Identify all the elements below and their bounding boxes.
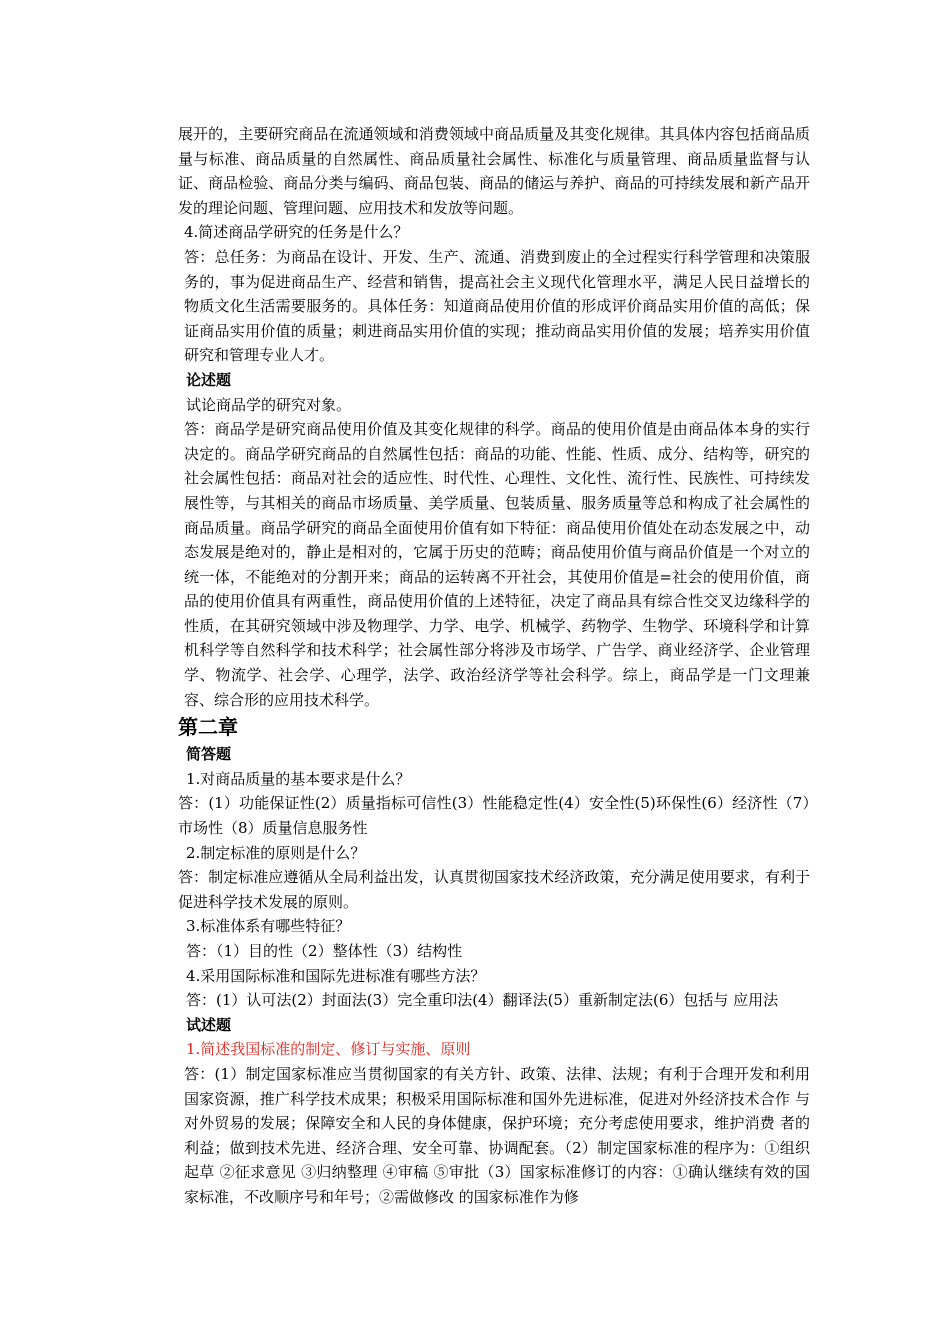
ch2-question-2: 2.制定标准的原则是什么？ [186,843,366,862]
ch2-answer-4: 答：(1）认可法(2）封面法(3）完全重印法(4）翻译法(5）重新制定法(6）包括与 应用法 [186,991,779,1010]
answer-4: 答：总任务：为商品在设计、开发、生产、流通、消费到废止的全过程实行科学管理和决策服务的，事为促进商品生产、经营和销售，提高社会主义现代化管理水平，满足人民日益增长的物质文化生活需要服务的。具体任务：知道商品使用价值的形成评价商品实用价值的高低；保证商品实用价值的质量；刺进商品实用价值的实现；推动商品实用价值的发展；培养实用价值研究和管理专业人才。 [184,247,810,365]
short-answer-heading: 简答题 [186,745,232,764]
document-page [178,122,810,1210]
chapter-title: 第二章 [178,715,238,740]
discussion-question-1: 1.简述我国标准的制定、修订与实施、原则 [186,1040,471,1059]
discussion-answer-1: 答：(1）制定国家标准应当贯彻国家的有关方针、政策、法律、法规；有利于合理开发和利用 国家资源，推广科学技术成果；积极采用国际标准和国外先进标准，促进对外经济技术合作 与对外贸易的发展；保障安全和人民的身体健康，保护环境；充分考虑使用要求，维护消费 者的利益；做到技术先进、经济合理、安全可靠、协调配套。（2）制定国家标准的程序为：①组织起草 ②征求意见 ③归纳整理 ④审稿 ⑤审批（3）国家标准修订的内容：①确认继续有效的国家标准，不改顺序号和年号；②需做修改 的国家标准作为修 [184,1064,810,1206]
question-4: 4.简述商品学研究的任务是什么？ [184,223,409,242]
essay-answer: 答：商品学是研究商品使用价值及其变化规律的科学。商品的使用价值是由商品体本身的实行决定的。商品学研究商品的自然属性包括：商品的功能、性能、性质、成分、结构等，研究的社会属性包括：商品对社会的适应性、时代性、心理性、文化性、流行性、民族性、可持续发展性等，与其相关的商品市场质量、美学质量、包装质量、服务质量等总和构成了社会属性的商品质量。商品学研究的商品全面使用价值有如下特征：商品使用价值处在动态发展之中，动态发展是绝对的，静止是相对的，它属于历史的范畴；商品使用价值与商品价值是一个对立的统一体，不能绝对的分割开来；商品的运转离不开社会，其使用价值是=社会的使用价值，商品的使用价值具有两重性，商品使用价值的上述特征，决定了商品具有综合性交叉边缘科学的性质，在其研究领域中涉及物理学、力学、电学、机械学、药物学、生物学、环境科学和计算机科学等自然科学和技术科学；社会属性部分将涉及市场学、广告学、商业经济学、企业管理学、物流学、社会学、心理学，法学、政治经济学等社会科学。综上，商品学是一门文理兼容、综合形的应用技术科学。 [184,420,810,709]
ch2-question-1: 1.对商品质量的基本要求是什么？ [186,769,411,788]
essay-question: 试论商品学的研究对象。 [186,395,352,414]
ch2-question-4: 4.采用国际标准和国际先进标准有哪些方法？ [186,966,486,985]
ch2-answer-2: 答：制定标准应遵循从全局利益出发，认真贯彻国家技术经济政策，充分满足使用要求，有利于促进科学技术发展的原则。 [178,868,810,911]
intro-paragraph: 展开的，主要研究商品在流通领域和消费领域中商品质量及其变化规律。其具体内容包括商品质量与标准、商品质量的自然属性、商品质量社会属性、标准化与质量管理、商品质量监督与认证、商品检验、商品分类与编码、商品包装、商品的储运与养护、商品的可持续发展和新产品开发的理论问题、管理问题、应用技术和发放等问题。 [178,125,810,217]
ch2-question-3: 3.标准体系有哪些特征？ [186,917,351,936]
essay-heading: 论述题 [186,370,232,389]
discussion-heading: 试述题 [186,1015,232,1034]
ch2-answer-3: 答：（1）目的性（2）整体性（3）结构性 [186,942,463,960]
ch2-answer-1: 答：(1）功能保证性(2）质量指标可信性(3）性能稳定性(4）安全性(5)环保性(6）经济性（7）市场性（8）质量信息服务性 [178,794,810,838]
